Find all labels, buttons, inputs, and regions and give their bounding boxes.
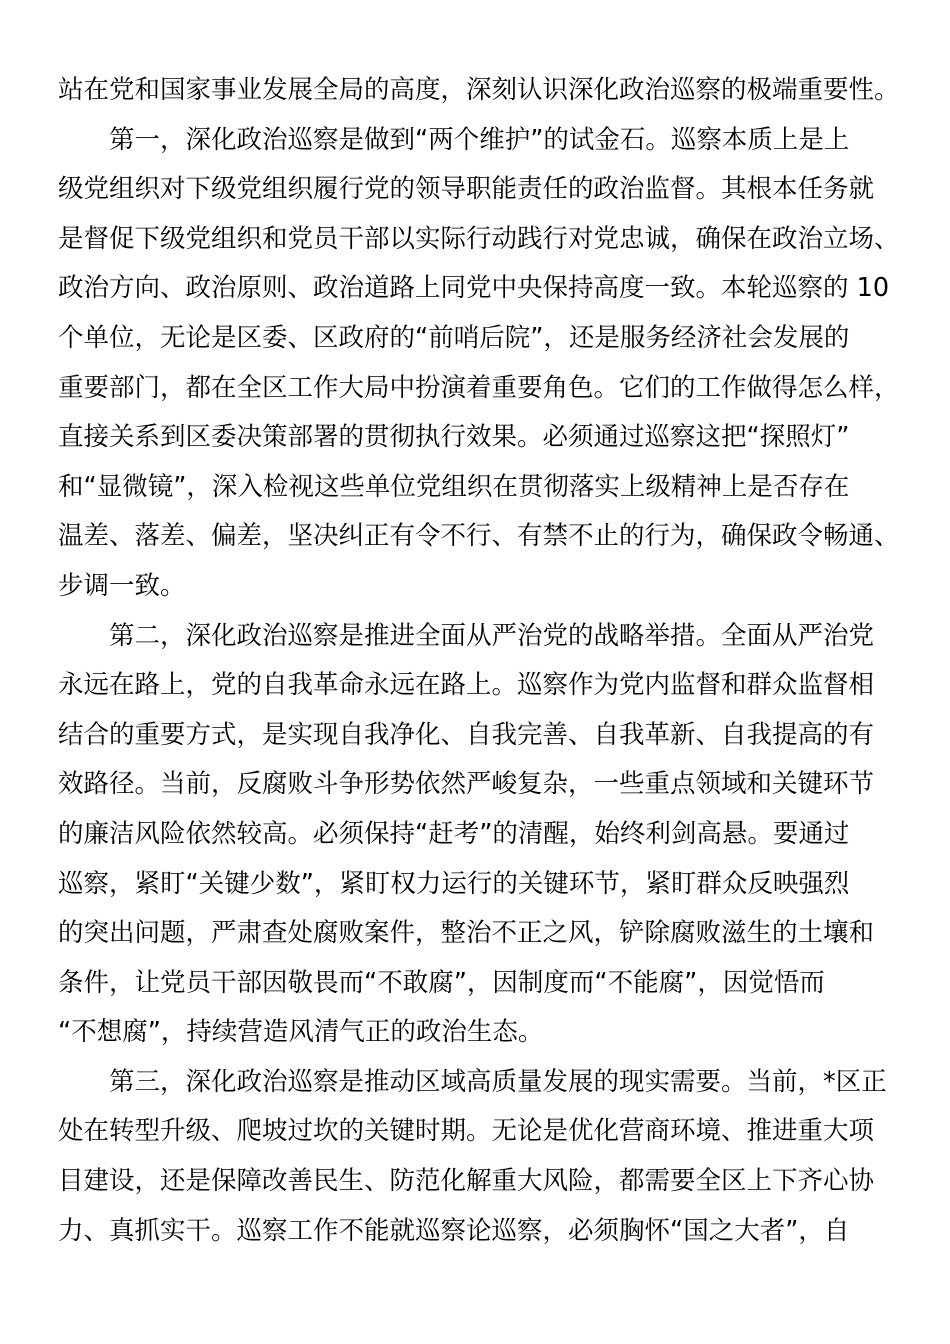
text-line: 目建设，还是保障改善民生、防范化解重大风险，都需要全区上下齐心协	[58, 1166, 875, 1197]
text-line: 和“显微镜”，深入检视这些单位党组织在贯彻落实上级精神上是否存在	[58, 471, 850, 502]
text-line: 是督促下级党组织和党员干部以实际行动践行对党忠诚，确保在政治立场、	[58, 223, 900, 254]
document-body	[58, 66, 900, 1256]
text-line: 巡察，紧盯“关键少数”，紧盯权力运行的关键环节，紧盯群众反映强烈	[58, 868, 850, 899]
text-line: 温差、落差、偏差，坚决纠正有令不行、有禁不止的行为，确保政令畅通、	[58, 521, 900, 552]
text-line: 条件，让党员干部因敬畏而“不敢腐”，因制度而“不能腐”，因觉悟而	[58, 967, 825, 998]
text-line: 站在党和国家事业发展全局的高度，深刻认识深化政治巡察的极端重要性。	[58, 75, 900, 105]
text-line: 个单位，无论是区委、区政府的“前哨后院”，还是服务经济社会发展的	[58, 322, 850, 353]
text-line: 重要部门，都在全区工作大局中扮演着重要角色。它们的工作做得怎么样，	[58, 372, 900, 403]
text-line: 直接关系到区委决策部署的贯彻执行效果。必须通过巡察这把“探照灯”	[58, 422, 850, 453]
text-line: 的突出问题，严肃查处腐败案件，整治不正之风，铲除腐败滋生的土壤和	[58, 918, 875, 949]
text-line: 结合的重要方式，是实现自我净化、自我完善、自我革新、自我提高的有	[58, 719, 875, 750]
text-line: 效路径。当前，反腐败斗争形势依然严峻复杂，一些重点领域和关键环节	[58, 769, 875, 800]
text-line: 级党组织对下级党组织履行党的领导职能责任的政治监督。其根本任务就	[58, 174, 875, 205]
paragraph-first-line: 第一，深化政治巡察是做到“两个维护”的试金石。巡察本质上是上	[109, 124, 850, 155]
text-line: 政治方向、政治原则、政治道路上同党中央保持高度一致。本轮巡察的 10	[58, 273, 890, 304]
paragraph-first-line: 第二，深化政治巡察是推进全面从严治党的战略举措。全面从严治党	[109, 620, 875, 651]
text-line: 永远在路上，党的自我革命永远在路上。巡察作为党内监督和群众监督相	[58, 670, 875, 701]
text-line: “不想腐”，持续营造风清气正的政治生态。	[58, 1017, 544, 1048]
text-line: 步调一致。	[58, 570, 186, 601]
text-line: 处在转型升级、爬坡过坎的关键时期。无论是优化营商环境、推进重大项	[58, 1116, 875, 1147]
text-line: 的廉洁风险依然较高。必须保持“赶考”的清醒，始终利剑高悬。要通过	[58, 818, 850, 849]
text-line: 力、真抓实干。巡察工作不能就巡察论巡察，必须胸怀“国之大者”，自	[58, 1215, 850, 1246]
paragraph-first-line: 第三，深化政治巡察是推动区域高质量发展的现实需要。当前，*区正	[109, 1066, 887, 1097]
